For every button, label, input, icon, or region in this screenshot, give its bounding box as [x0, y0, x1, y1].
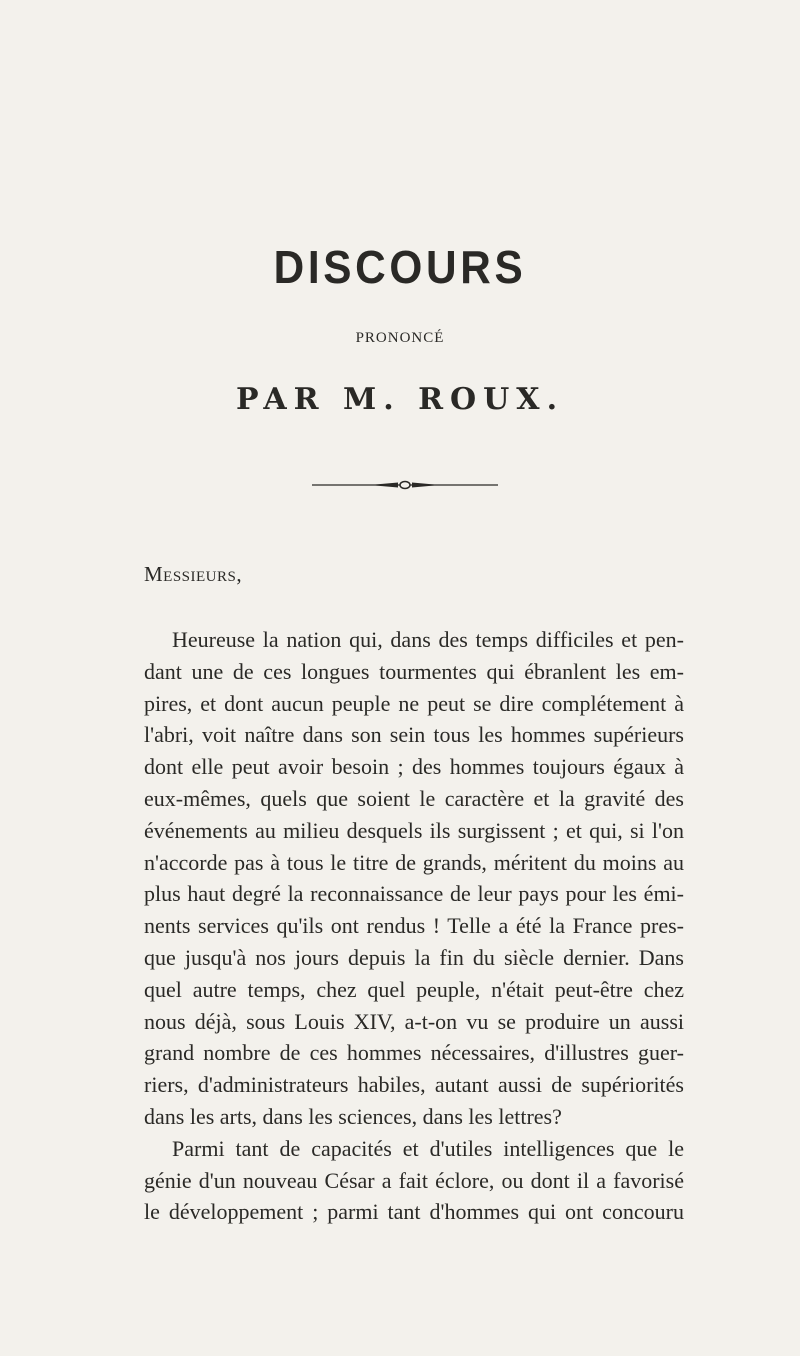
text-line: nents services qu'ils ont rendus ! Telle a été la France pres-	[144, 913, 684, 939]
body-text	[144, 624, 684, 1228]
document-subtitle: PRONONCÉ	[355, 330, 445, 346]
salutation: Messieurs,	[144, 562, 243, 586]
text-line: Parmi tant de capacités et d'utiles intelligences que le	[172, 1135, 684, 1161]
text-line: grand nombre de ces hommes nécessaires, d'illustres guer-	[144, 1040, 684, 1066]
text-line: quel autre temps, chez quel peuple, n'était peut-être chez	[144, 976, 684, 1002]
text-line: plus haut degré la reconnaissance de leur pays pour les émi-	[144, 881, 684, 907]
text-line: l'abri, voit naître dans son sein tous les hommes supérieurs	[144, 722, 684, 748]
document-title: DISCOURS	[273, 241, 527, 293]
text-line: événements au milieu desquels ils surgissent ; et qui, si l'on	[144, 817, 684, 843]
text-line: riers, d'administrateurs habiles, autant aussi de supériorités	[144, 1072, 684, 1098]
text-line: que jusqu'à nos jours depuis la fin du siècle dernier. Dans	[144, 944, 684, 970]
text-line: génie d'un nouveau César a fait éclore, ou dont il a favorisé	[144, 1167, 684, 1193]
text-line: n'accorde pas à tous le titre de grands, méritent du moins au	[144, 849, 684, 875]
document-author: PAR M. ROUX.	[235, 382, 565, 417]
text-line: dont elle peut avoir besoin ; des hommes toujours égaux à	[144, 754, 684, 780]
ornamental-rule-icon	[312, 478, 498, 492]
text-line: le développement ; parmi tant d'hommes qui ont concouru	[144, 1199, 684, 1225]
text-line: Heureuse la nation qui, dans des temps difficiles et pen-	[172, 627, 684, 652]
text-line: nous déjà, sous Louis XIV, a-t-on vu se produire un aussi	[144, 1008, 684, 1034]
text-line: dans les arts, dans les sciences, dans les lettres?	[144, 1103, 562, 1129]
text-line: eux-mêmes, quels que soient le caractère et la gravité des	[144, 785, 684, 811]
text-line: pires, et dont aucun peuple ne peut se dire complétement à	[144, 690, 684, 716]
text-line: dant une de ces longues tourmentes qui ébranlent les em-	[144, 658, 684, 684]
